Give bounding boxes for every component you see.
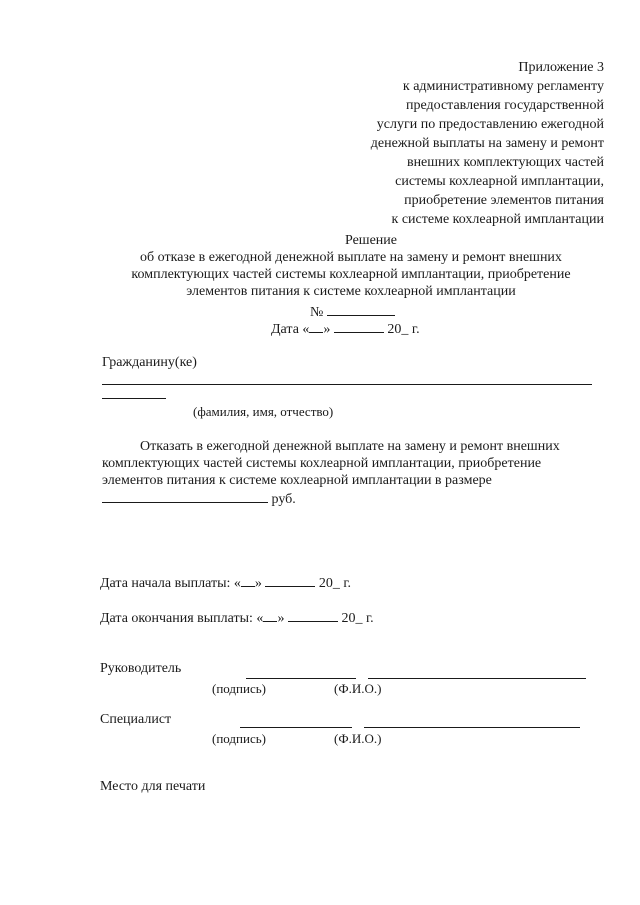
appendix-line: предоставления государственной bbox=[405, 98, 604, 113]
head-name-line[interactable] bbox=[368, 678, 586, 679]
appendix-line: внешних комплектующих частей bbox=[406, 155, 604, 170]
specialist-name-caption: (Ф.И.О.) bbox=[334, 731, 382, 746]
decision-date-row bbox=[271, 320, 420, 338]
decision-number-row bbox=[310, 303, 395, 321]
stamp-place-label: Место для печати bbox=[100, 779, 206, 794]
payment-end-label: Дата окончания выплаты: « bbox=[100, 611, 264, 626]
head-signature-line[interactable] bbox=[246, 678, 356, 679]
refusal-amount-row bbox=[102, 490, 296, 508]
date-month-blank[interactable] bbox=[334, 320, 384, 333]
date-suffix: г. bbox=[411, 322, 420, 337]
citizen-name-line[interactable] bbox=[102, 384, 592, 385]
payment-end-row bbox=[100, 609, 374, 627]
refusal-line: Отказать в ежегодной денежной выплате на замену и ремонт внешних bbox=[140, 439, 560, 454]
decision-title-line: комплектующих частей системы кохлеарной имплантации, приобретение bbox=[131, 267, 571, 282]
citizen-label: Гражданину(ке) bbox=[102, 355, 197, 370]
payment-end-year: 20_ bbox=[341, 611, 363, 626]
payment-end-suffix: г. bbox=[365, 611, 374, 626]
specialist-label: Специалист bbox=[100, 712, 172, 727]
payment-start-day-blank[interactable] bbox=[241, 574, 255, 587]
date-day-blank[interactable] bbox=[309, 320, 323, 333]
decision-title-block bbox=[96, 232, 606, 300]
decision-title-line: об отказе в ежегодной денежной выплате на замену и ремонт внешних bbox=[140, 250, 562, 265]
payment-end-day-blank[interactable] bbox=[263, 609, 277, 622]
refusal-line: комплектующих частей системы кохлеарной имплантации, приобретение bbox=[102, 456, 542, 471]
payment-start-month-blank[interactable] bbox=[265, 574, 315, 587]
head-name-caption: (Ф.И.О.) bbox=[334, 681, 382, 696]
decision-heading: Решение bbox=[344, 233, 397, 248]
appendix-line: услуги по предоставлению ежегодной bbox=[376, 117, 604, 132]
citizen-caption: (фамилия, имя, отчество) bbox=[193, 404, 334, 419]
payment-start-label: Дата начала выплаты: « bbox=[100, 576, 241, 591]
date-year: 20_ bbox=[387, 322, 409, 337]
appendix-line: к системе кохлеарной имплантации bbox=[391, 212, 604, 227]
currency-label: руб. bbox=[271, 492, 296, 507]
specialist-sign-caption: (подпись) bbox=[212, 731, 266, 746]
payment-start-suffix: г. bbox=[343, 576, 352, 591]
payment-start-year: 20_ bbox=[318, 576, 340, 591]
appendix-line: денежной выплаты на замену и ремонт bbox=[370, 136, 604, 151]
date-mid: » bbox=[323, 322, 331, 337]
head-label: Руководитель bbox=[100, 661, 182, 676]
appendix-line: системы кохлеарной имплантации, bbox=[395, 174, 604, 189]
appendix-header bbox=[304, 58, 604, 229]
citizen-name-line-continued[interactable] bbox=[102, 398, 166, 399]
specialist-name-line[interactable] bbox=[364, 727, 580, 728]
payment-end-mid: » bbox=[277, 611, 285, 626]
head-sign-caption: (подпись) bbox=[212, 681, 266, 696]
decision-title-line: элементов питания к системе кохлеарной имплантации bbox=[186, 284, 516, 299]
appendix-line: приобретение элементов питания bbox=[404, 193, 604, 208]
number-blank[interactable] bbox=[327, 303, 395, 316]
amount-blank[interactable] bbox=[102, 490, 268, 503]
payment-start-mid: » bbox=[254, 576, 262, 591]
refusal-line: элементов питания к системе кохлеарной имплантации в размере bbox=[102, 473, 492, 488]
number-label: № bbox=[310, 305, 324, 320]
payment-end-month-blank[interactable] bbox=[288, 609, 338, 622]
appendix-line: к административному регламенту bbox=[402, 79, 604, 94]
appendix-line: Приложение 3 bbox=[518, 60, 604, 75]
payment-start-row bbox=[100, 574, 351, 592]
specialist-signature-line[interactable] bbox=[240, 727, 352, 728]
date-prefix: Дата « bbox=[271, 322, 310, 337]
